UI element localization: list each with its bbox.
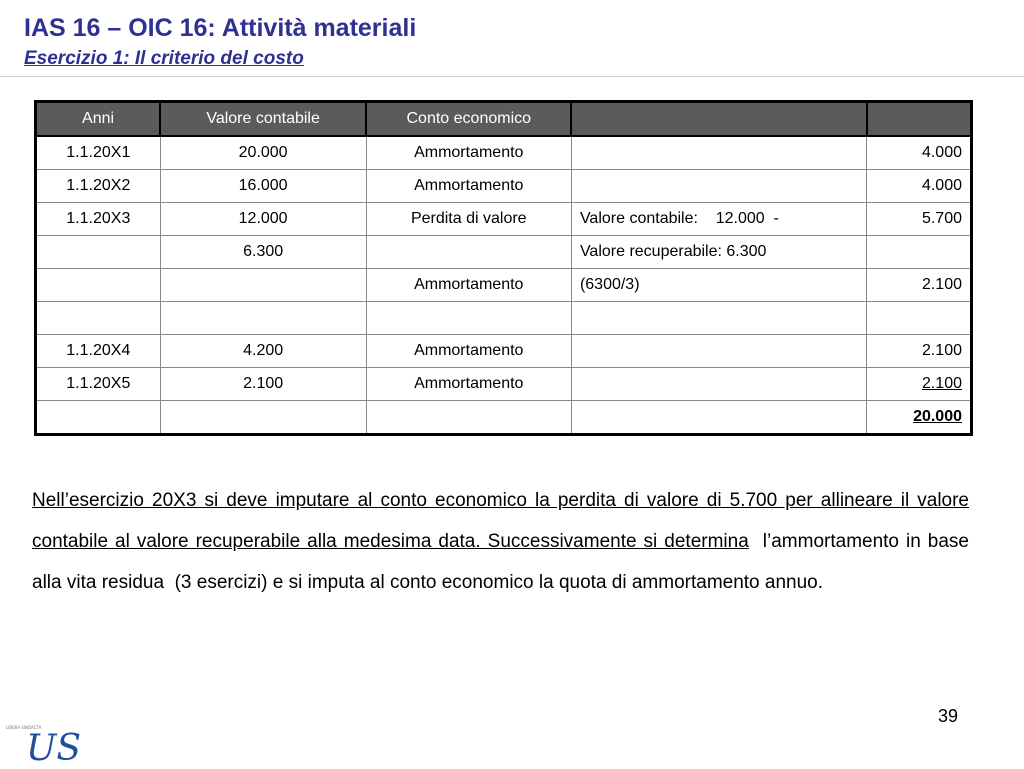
cell-detail: [571, 401, 866, 435]
cell-year: 1.1.20X4: [36, 335, 161, 368]
cell-amount: 4.000: [867, 170, 972, 203]
cell-detail: [571, 170, 866, 203]
cell-detail: [571, 136, 866, 170]
page-number: 39: [938, 706, 959, 726]
slide-subtitle: Esercizio 1: Il criterio del costo: [24, 48, 304, 69]
cell-book-value: 4.200: [160, 335, 366, 368]
us-logo-icon: [4, 720, 84, 764]
cell-year: 1.1.20X5: [36, 368, 161, 401]
cell-year: [36, 269, 161, 302]
col-header-conto-economico: Conto economico: [366, 102, 571, 137]
university-logo: [4, 720, 84, 764]
cell-book-value: 16.000: [160, 170, 366, 203]
cell-entry: Ammortamento: [366, 269, 571, 302]
cell-amount: 2.100: [867, 269, 972, 302]
table-row: [36, 335, 972, 368]
cell-book-value: [160, 269, 366, 302]
table-row: [36, 170, 972, 203]
cell-detail: [571, 368, 866, 401]
paragraph-rest-text: l’ammortamento in base alla vita residua (3 esercizi) e si imputa al conto economico la quota di ammortamento annuo.: [32, 531, 975, 593]
cell-entry: Perdita di valore: [366, 203, 571, 236]
cell-entry: Ammortamento: [366, 170, 571, 203]
col-header-amount: [867, 102, 972, 137]
cell-amount: [867, 236, 972, 269]
cell-book-value: 2.100: [160, 368, 366, 401]
cell-book-value: [160, 401, 366, 435]
cell-detail: Valore recuperabile: 6.300: [571, 236, 866, 269]
paragraph-underlined-text: Nell’esercizio 20X3 si deve imputare al conto economico la perdita di valore di 5.700 per allineare il valore contabile al valore recuperabile alla medesima data. Successivamente si determina: [32, 490, 969, 552]
table-row-total: [36, 401, 972, 435]
cell-book-value: 12.000: [160, 203, 366, 236]
cell-entry: [366, 302, 571, 335]
cell-amount: [867, 368, 972, 401]
cell-entry: Ammortamento: [366, 368, 571, 401]
table-row: [36, 203, 972, 236]
cell-detail: (6300/3): [571, 269, 866, 302]
col-header-anni: Anni: [36, 102, 161, 137]
cell-detail: [571, 302, 866, 335]
cell-year: [36, 302, 161, 335]
cell-entry: Ammortamento: [366, 335, 571, 368]
explanation-paragraph: [32, 480, 975, 603]
slide-title: IAS 16 – OIC 16: Attività materiali: [24, 14, 417, 42]
cell-entry: [366, 236, 571, 269]
cell-amount: 2.100: [867, 335, 972, 368]
table-row: [36, 368, 972, 401]
cell-book-value: [160, 302, 366, 335]
col-header-valore-contabile: Valore contabile: [160, 102, 366, 137]
total-amount: 20.000: [913, 408, 962, 425]
cell-year: [36, 236, 161, 269]
cell-detail: Valore contabile: 12.000 -: [571, 203, 866, 236]
cell-year: 1.1.20X2: [36, 170, 161, 203]
cell-year: 1.1.20X1: [36, 136, 161, 170]
cell-total: [867, 401, 972, 435]
logo-small-text: LIBERA SINDACTA: [6, 725, 42, 730]
table-row: [36, 236, 972, 269]
cell-amount: 5.700: [867, 203, 972, 236]
cell-entry: [366, 401, 571, 435]
table-row: [36, 136, 972, 170]
table-row: [36, 302, 972, 335]
title-divider: [0, 76, 1024, 77]
cell-entry: Ammortamento: [366, 136, 571, 170]
cell-amount: [867, 302, 972, 335]
cell-book-value: 6.300: [160, 236, 366, 269]
depreciation-table: [34, 100, 973, 436]
col-header-detail: [571, 102, 866, 137]
cell-year: [36, 401, 161, 435]
amount-underlined: 2.100: [921, 375, 962, 392]
logo-letters: US: [26, 728, 82, 764]
cell-amount: 4.000: [867, 136, 972, 170]
cell-year: 1.1.20X3: [36, 203, 161, 236]
cell-book-value: 20.000: [160, 136, 366, 170]
cell-detail: [571, 335, 866, 368]
table-header-row: [36, 102, 972, 137]
table-row: [36, 269, 972, 302]
